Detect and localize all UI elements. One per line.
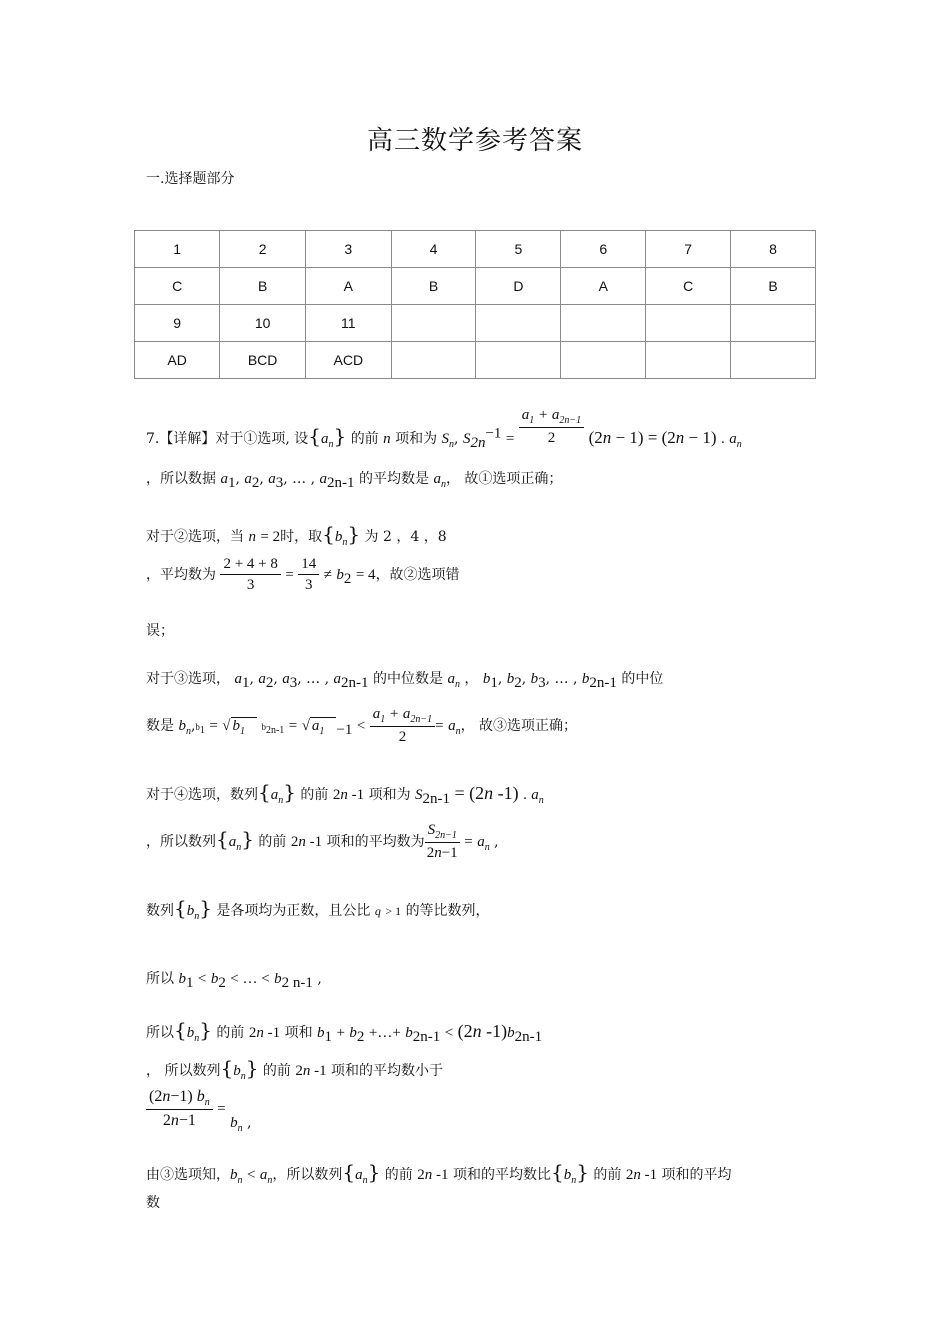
- explanation-line-5: 误；: [146, 623, 174, 639]
- explanation-line-1: 7.【详解】对于①选项, 设$\{a_n\}$ 的前 n 项和为 $S_n$, $S_{2n}^{-1}$ = $\frac{a_1 + a_{2n-1}}{2}$ (2n − 1) = (2n − 1) . $a_n$: [146, 407, 742, 451]
- table-cell: ACD: [305, 342, 391, 379]
- explanation-line-6: 对于③选项， $a_1$, $a_2$, $a_3$, … , $a_{2n-1}$ 的中位数是 $a_n$ ， $b_1$, $b_2$, $b_3$, … , $b_{2n-1}$ 的中位: [146, 671, 664, 691]
- table-row: [135, 268, 816, 305]
- explanation-line-13: ， 所以数列$\{b_n\}$ 的前 2n -1 项和的平均数小于: [146, 1056, 444, 1082]
- table-cell: 7: [646, 231, 731, 268]
- table-cell: [731, 342, 816, 379]
- table-cell: [646, 305, 731, 342]
- explanation-line-9: ，所以数列$\{a_n\}$ 的前 2n -1 项和的平均数为 $\frac{S_{2n-1}}{2n-1}$ = $a_n$ ,: [146, 822, 499, 861]
- table-cell: 3: [305, 231, 391, 268]
- table-cell: 9: [135, 305, 220, 342]
- page-title: 高三数学参考答案: [366, 126, 583, 156]
- explanation-line-10: 数列$\{b_n\}$ 是各项均为正数，且公比 q > 1 的等比数列，: [146, 896, 490, 922]
- table-row: [135, 305, 816, 342]
- explanation-line-11: 所以 $b_1 < b_2$ < … < $b_{2 n-1}$ ,: [146, 971, 322, 991]
- explanation-line-8: 对于④选项，数列$\{a_n\}$ 的前 2n -1 项和为 $S_{2n-1} = (2n$ -1) . $a_n$: [146, 780, 544, 807]
- table-cell: B: [391, 268, 476, 305]
- table-cell: 5: [476, 231, 561, 268]
- table-cell: [391, 305, 476, 342]
- table-cell: 4: [391, 231, 476, 268]
- table-cell: [476, 342, 561, 379]
- answer-table: [134, 230, 816, 379]
- table-cell: AD: [135, 342, 220, 379]
- table-cell: 10: [220, 305, 306, 342]
- table-cell: 8: [731, 231, 816, 268]
- table-cell: B: [731, 268, 816, 305]
- table-cell: BCD: [220, 342, 306, 379]
- explanation-line-12: 所以$\{b_n\}$ 的前 2n -1 项和 $b_1 + b_2$ +…+ $b_{2n-1} < (2n$ $-1)b_{2n-1}$: [146, 1018, 543, 1045]
- table-cell: [561, 305, 646, 342]
- table-cell: [646, 342, 731, 379]
- table-cell: A: [561, 268, 646, 305]
- explanation-line-14: 由③选项知，$b_n < a_n$，所以数列$\{a_n\}$ 的前 2n -1 项和的平均数比$\{b_n\}$ 的前 2n -1 项和的平均: [146, 1160, 732, 1186]
- table-cell: 6: [561, 231, 646, 268]
- table-cell: 2: [220, 231, 306, 268]
- explanation-line-7: 数是 $b_n,b_1$ = √ $b_1$ $b_{2n-1}$ = √ $a_1$ $_{-1}$ < $\frac{a_1 + a_{2n-1}}{2}$ = $a_n$， 故③选项正确；: [146, 706, 578, 745]
- table-cell: B: [220, 268, 306, 305]
- table-cell: [731, 305, 816, 342]
- table-row: [135, 231, 816, 268]
- section-heading: 一.选择题部分: [146, 171, 235, 187]
- table-cell: 11: [305, 305, 391, 342]
- table-cell: 1: [135, 231, 220, 268]
- table-cell: D: [476, 268, 561, 305]
- explanation-line-13b: $\frac{(2n-1) b_n}{2n-1}$ = $b_n$ ,: [146, 1088, 251, 1130]
- table-cell: [391, 342, 476, 379]
- table-cell: C: [135, 268, 220, 305]
- table-cell: A: [305, 268, 391, 305]
- explanation-line-2: ，所以数据 $a_1$, $a_2$, $a_3$, … , $a_{2n-1}$ 的平均数是 $a_n$， 故①选项正确；: [146, 471, 563, 491]
- explanation-line-3: 对于②选项，当 n = 2时，取$\{b_n\}$ 为 2 ，4 ，8: [146, 522, 447, 548]
- explanation-line-4: ，平均数为 $\frac{2 + 4 + 8}{3}$ = $\frac{14}{3}$ ≠ $b_2 = 4$，故②选项错: [146, 556, 460, 593]
- table-cell: C: [646, 268, 731, 305]
- table-row: [135, 342, 816, 379]
- table-cell: [476, 305, 561, 342]
- explanation-line-15: 数: [146, 1195, 160, 1211]
- table-cell: [561, 342, 646, 379]
